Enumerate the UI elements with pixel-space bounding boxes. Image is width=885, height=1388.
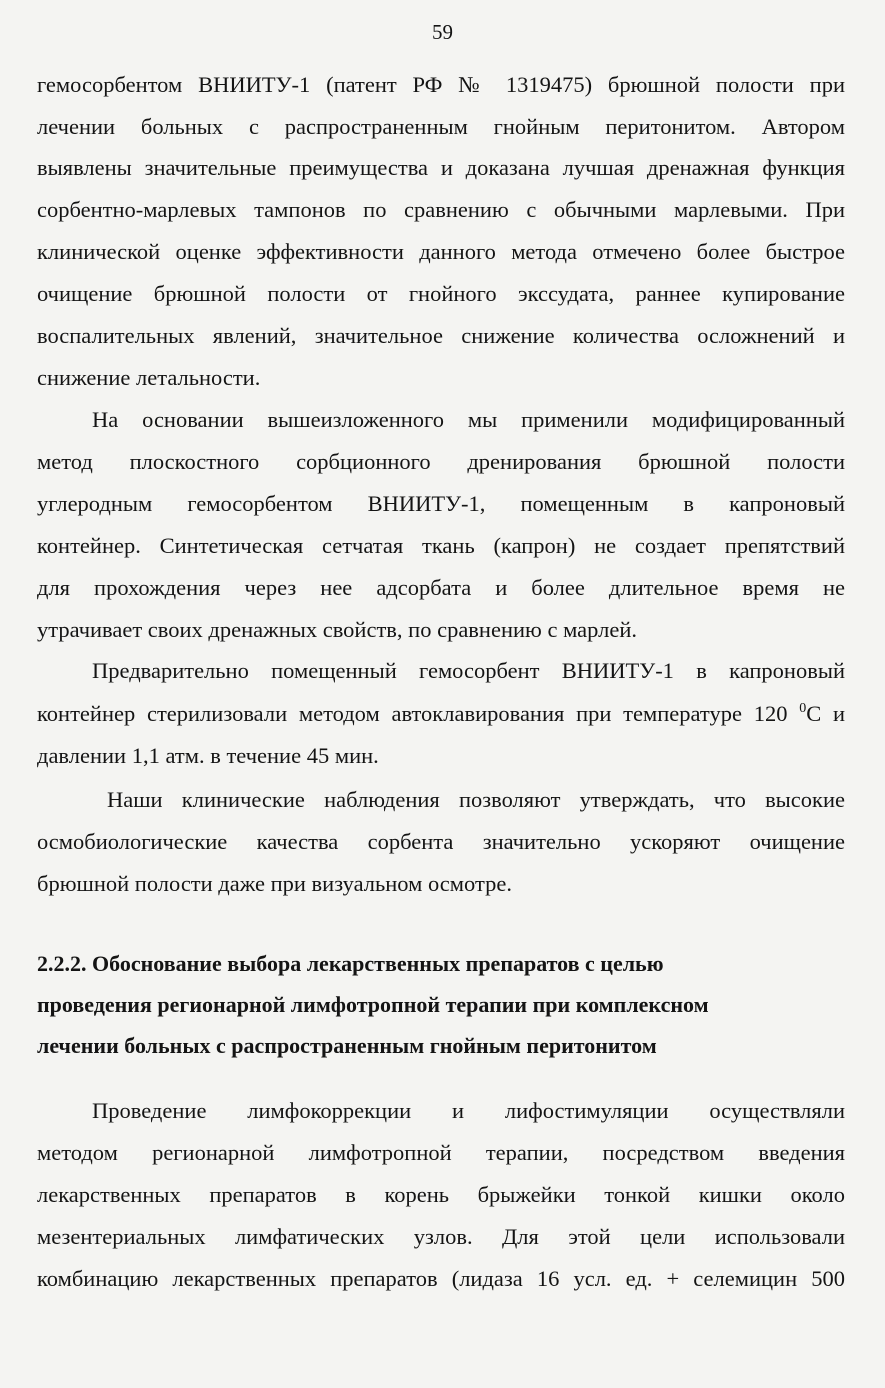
text-line: сорбентно-марлевых тампонов по сравнению с обычными марлевыми. При (37, 197, 845, 222)
text-line: Наши клинические наблюдения позволяют утверждать, что высокие (107, 787, 845, 812)
text-segment: контейнер стерилизовали методом автоклавирования при температуре 120 (37, 701, 800, 726)
section-heading: лечении больных с распространенным гнойным перитонитом (37, 1033, 657, 1058)
text-segment: С и (806, 701, 845, 726)
section-heading: 2.2.2. Обоснование выбора лекарственных препаратов с целью (37, 951, 664, 976)
text-line: комбинацию лекарственных препаратов (лидаза 16 усл. ед. + селемицин 500 (37, 1266, 845, 1291)
text-line: На основании вышеизложенного мы применили модифицированный (92, 407, 845, 432)
text-line: Предварительно помещенный гемосорбент ВНИИТУ-1 в капроновый (92, 658, 845, 683)
text-line: брюшной полости даже при визуальном осмотре. (37, 871, 512, 896)
text-line: углеродным гемосорбентом ВНИИТУ-1, помещенным в капроновый (37, 491, 845, 516)
text-line: осмобиологические качества сорбента значительно ускоряют очищение (37, 829, 845, 854)
text-line: гемосорбентом ВНИИТУ-1 (патент РФ № 1319475) брюшной полости при (37, 72, 845, 97)
text-line: контейнер. Синтетическая сетчатая ткань (капрон) не создает препятствий (37, 533, 845, 558)
text-line: выявлены значительные преимущества и доказана лучшая дренажная функция (37, 155, 845, 180)
text-line-with-superscript (37, 699, 845, 729)
text-line: давлении 1,1 атм. в течение 45 мин. (37, 743, 379, 768)
text-line: мезентериальных лимфатических узлов. Для этой цели использовали (37, 1224, 845, 1249)
text-line: снижение летальности. (37, 365, 261, 390)
text-line: лечении больных с распространенным гнойным перитонитом. Автором (37, 114, 845, 139)
page-number: 59 (432, 20, 453, 44)
degree-superscript: 0 (799, 701, 807, 716)
text-line: утрачивает своих дренажных свойств, по сравнению с марлей. (37, 617, 637, 642)
text-line: воспалительных явлений, значительное снижение количества осложнений и (37, 323, 845, 348)
text-line: лекарственных препаратов в корень брыжейки тонкой кишки около (37, 1182, 845, 1207)
text-line: клинической оценке эффективности данного метода отмечено более быстрое (37, 239, 845, 264)
text-line: очищение брюшной полости от гнойного экссудата, раннее купирование (37, 281, 845, 306)
text-line: методом регионарной лимфотропной терапии, посредством введения (37, 1140, 845, 1165)
text-line: для прохождения через нее адсорбата и более длительное время не (37, 575, 845, 600)
text-line: Проведение лимфокоррекции и лифостимуляции осуществляли (92, 1098, 845, 1123)
section-heading: проведения регионарной лимфотропной терапии при комплексном (37, 992, 709, 1017)
text-line: метод плоскостного сорбционного дренирования брюшной полости (37, 449, 845, 474)
